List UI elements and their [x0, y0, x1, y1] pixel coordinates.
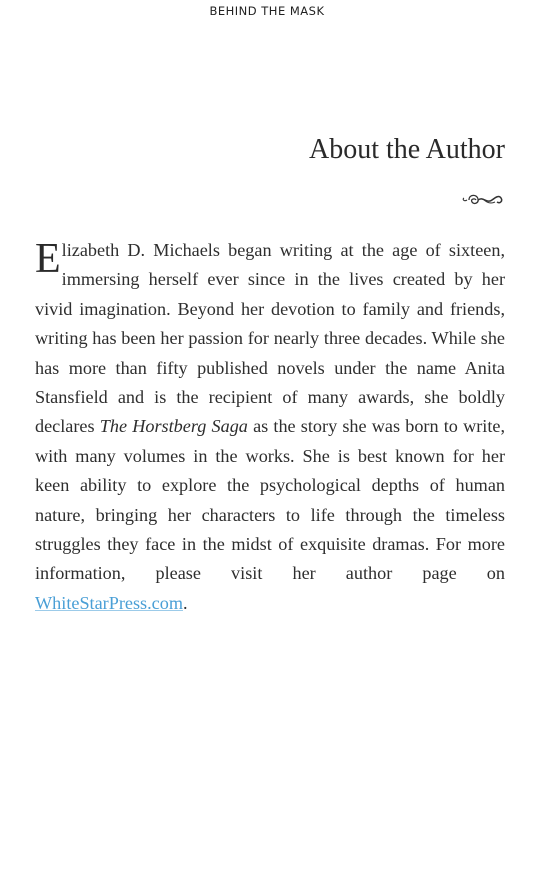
- author-website-link[interactable]: WhiteStarPress.com: [35, 592, 183, 613]
- drop-cap: E: [35, 236, 61, 282]
- bio-ending: .: [183, 592, 188, 613]
- bio-text: lizabeth D. Michaels began writing at the age of sixteen, immersing herself ever since in the lives created by her vivid imagination. Beyond her devotion to family and friends, writing has been her passion for nearly three decades. While she has more than fifty published novels under the name Anita Stansfield and is the recipient of many awards, she boldly declares: [35, 240, 505, 437]
- book-title: The Horstberg Saga: [99, 416, 248, 437]
- author-bio: [35, 236, 505, 618]
- page-title: About the Author: [309, 134, 505, 165]
- running-head: BEHIND THE MASK: [209, 4, 325, 18]
- bio-text-continued: as the story she was born to write, with many volumes in the works. She is best known for her keen ability to explore the psychological depths of human nature, bringing her characters to life through the timeless struggles they face in the midst of exquisite dramas. For more information, please visit her author page on: [35, 416, 505, 584]
- flourish-ornament-icon: [461, 190, 505, 210]
